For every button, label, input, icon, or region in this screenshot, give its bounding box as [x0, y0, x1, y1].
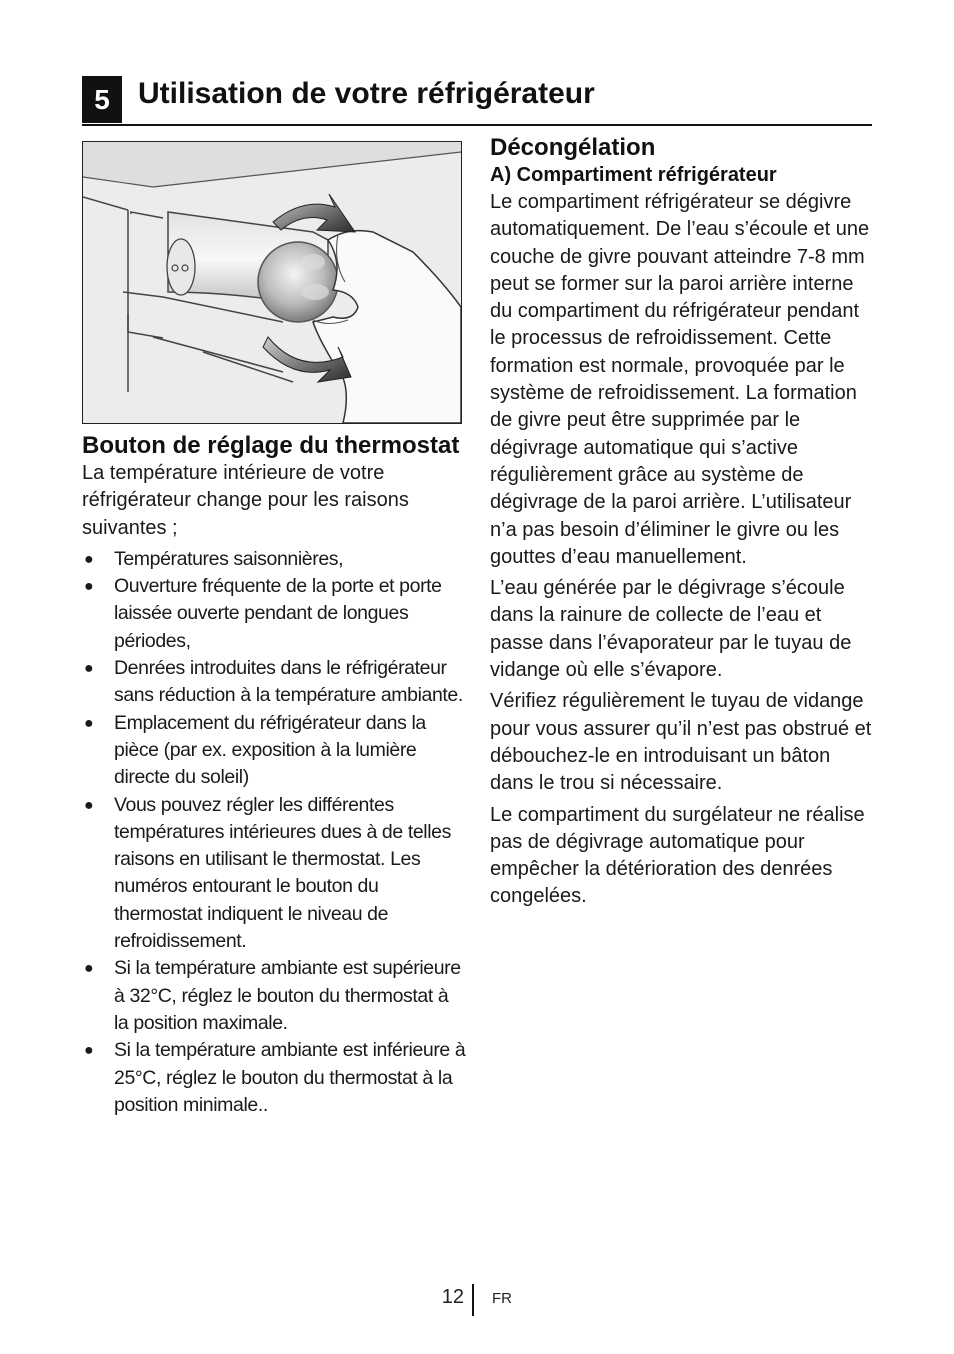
- list-item: ● Vous pouvez régler les différentes températures intérieures dues à de telles raisons en utilisant le thermostat. Les numéros entourant le bouton du thermostat indiquent le niveau de refroidissement.: [84, 793, 451, 953]
- defrost-section: [490, 134, 875, 915]
- chapter-number-badge: 5: [82, 76, 122, 123]
- defrost-paragraph: Le compartiment du surgélateur ne réalise pas de dégivrage automatique pour empêcher la détérioration des denrées congelées.: [490, 803, 865, 908]
- bullet-icon: ●: [84, 550, 94, 568]
- bullet-icon: ●: [84, 660, 94, 678]
- page-number: 12: [441, 1286, 464, 1308]
- thermostat-section: [82, 432, 467, 1119]
- section-heading-thermostat: Bouton de réglage du thermostat: [82, 432, 460, 459]
- list-item: ● Ouverture fréquente de la porte et porte laissée ouverte pendant de longues périodes,: [84, 575, 442, 652]
- list-item: ● Emplacement du réfrigérateur dans la pièce (par ex. exposition à la lumière directe du soleil): [84, 711, 426, 789]
- bullet-icon: ●: [84, 578, 94, 596]
- thermostat-bullet-list: [82, 546, 467, 1119]
- page-footer: [0, 1284, 954, 1318]
- section-heading-defrost: Décongélation: [490, 134, 656, 161]
- thermostat-knob-hand-icon: [83, 142, 461, 423]
- language-code: FR: [492, 1290, 512, 1307]
- bullet-icon: ●: [84, 714, 94, 732]
- bullet-icon: ●: [84, 1042, 94, 1060]
- thermostat-illustration: [82, 141, 462, 424]
- subsection-heading-fridge-compartment: A) Compartiment réfrigérateur: [490, 164, 777, 186]
- bullet-icon: ●: [84, 796, 94, 814]
- defrost-paragraph: L’eau générée par le dégivrage s’écoule dans la rainure de collecte de l’eau et passe dans l’évaporateur par le tuyau de vidange où elle s’évapore.: [490, 577, 852, 682]
- bullet-icon: ●: [84, 960, 94, 978]
- page-title: Utilisation de votre réfrigérateur: [138, 77, 595, 110]
- thermostat-intro: La température intérieure de votre réfrigérateur change pour les raisons suivantes ;: [82, 462, 409, 539]
- list-item: ● Températures saisonnières,: [82, 546, 467, 573]
- defrost-paragraph: Vérifiez régulièrement le tuyau de vidange pour vous assurer qu’il n’est pas obstrué et débouchez-le en introduisant un bâton dans le trou si nécessaire.: [490, 690, 872, 795]
- list-item: ● Si la température ambiante est inférieure à 25°C, réglez le bouton du thermostat à la position minimale..: [84, 1039, 466, 1116]
- list-item: ● Si la température ambiante est supérieure à 32°C, réglez le bouton du thermostat à la position maximale.: [84, 957, 461, 1034]
- list-item: ● Denrées introduites dans le réfrigérateur sans réduction à la température ambiante.: [84, 657, 463, 707]
- defrost-paragraph: Le compartiment réfrigérateur se dégivre automatiquement. De l’eau s’écoule et une couche de givre pouvant atteindre 7-8 mm peut se former sur la paroi arrière interne du compartiment du réfrigérateur pendant le processus de refroidissement. Cette formation est normale, provoquée par le système de refroidissement. La formation de givre peut être supprimée par le dégivrage automatique qui s’active régulièrement grâce au système de dégivrage de la paroi arrière. L’utilisateur n’a pas besoin d’éliminer le givre ou les gouttes d’eau manuellement.: [490, 191, 870, 568]
- chapter-header: [82, 76, 872, 126]
- footer-divider: [472, 1284, 474, 1316]
